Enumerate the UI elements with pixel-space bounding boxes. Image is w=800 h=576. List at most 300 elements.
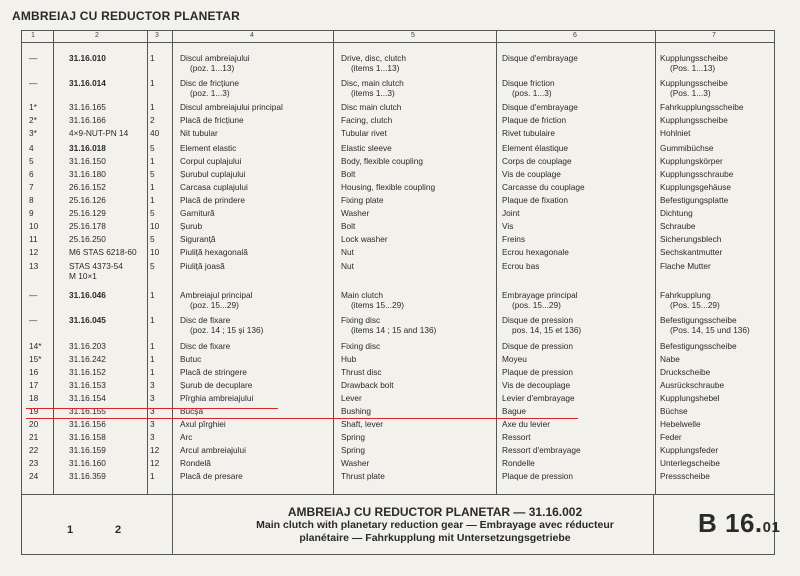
part-code-cell-text: 25.16.250 bbox=[69, 234, 106, 244]
name-romanian-cell bbox=[180, 261, 225, 271]
part-code-cell-text: 31.16.152 bbox=[69, 367, 106, 377]
part-code-cell bbox=[69, 221, 106, 231]
name-english-cell bbox=[341, 78, 404, 98]
quantity-cell bbox=[150, 445, 159, 455]
name-german-cell bbox=[660, 315, 750, 335]
name-romanian-cell-text: Ambreiajul principal bbox=[180, 290, 253, 300]
name-english-cell bbox=[341, 182, 435, 192]
quantity-cell-text: 5 bbox=[150, 234, 155, 244]
quantity-cell-text: 1 bbox=[150, 102, 155, 112]
name-french-cell-text: Ecrou hexagonale bbox=[502, 247, 569, 257]
highlight-line-bottom bbox=[26, 418, 578, 419]
name-german-cell-text: Sicherungsblech bbox=[660, 234, 722, 244]
name-romanian-cell-text: Placă de prindere bbox=[180, 195, 246, 205]
name-german-cell-text: Kupplungsgehäuse bbox=[660, 182, 732, 192]
name-german-cell-text: Nabe bbox=[660, 354, 680, 364]
name-german-cell bbox=[660, 354, 680, 364]
quantity-cell-text: 40 bbox=[150, 128, 160, 138]
name-french-cell bbox=[502, 261, 539, 271]
part-code-cell bbox=[69, 393, 106, 403]
part-code-cell bbox=[69, 156, 106, 166]
part-code-cell bbox=[69, 208, 106, 218]
column-number: 1 bbox=[31, 32, 35, 39]
name-english-cell bbox=[341, 380, 394, 390]
position-cell bbox=[29, 341, 41, 351]
name-german-cell bbox=[660, 380, 724, 390]
name-romanian-cell bbox=[180, 341, 230, 351]
name-english-cell-subtext: (items 1...3) bbox=[351, 88, 395, 98]
name-romanian-cell bbox=[180, 78, 239, 98]
name-french-cell bbox=[502, 290, 578, 310]
highlight-line-top bbox=[26, 408, 278, 409]
name-english-cell-text: Shaft, lever bbox=[341, 419, 383, 429]
part-code-cell-text: 31.16.159 bbox=[69, 445, 106, 455]
part-code-cell-text: 31.16.045 bbox=[69, 315, 106, 325]
name-english-cell-text: Housing, flexible coupling bbox=[341, 182, 436, 192]
name-english-cell-text: Drive, disc, clutch bbox=[341, 53, 407, 63]
quantity-cell-text: 5 bbox=[150, 261, 155, 271]
name-german-cell-text: Befestigungsscheibe bbox=[660, 341, 737, 351]
part-code-cell bbox=[69, 261, 123, 281]
footer-title-line1: AMBREIAJ CU REDUCTOR PLANETAR — 31.16.002 bbox=[287, 505, 583, 519]
name-german-cell bbox=[660, 261, 711, 271]
name-german-cell-text: Fahrkupplung bbox=[660, 290, 711, 300]
part-code-cell bbox=[69, 195, 106, 205]
name-german-cell-subtext: (Pos. 14, 15 und 136) bbox=[670, 325, 750, 335]
part-code-cell-text: 31.16.155 bbox=[69, 406, 106, 416]
quantity-cell-text: 5 bbox=[150, 208, 155, 218]
part-code-cell bbox=[69, 78, 106, 88]
position-cell-text: — bbox=[29, 78, 38, 88]
part-code-cell-text: 31.16.359 bbox=[69, 471, 106, 481]
quantity-cell bbox=[150, 115, 155, 125]
name-french-cell-text: Disque de pression bbox=[502, 315, 574, 325]
name-romanian-cell bbox=[180, 315, 263, 335]
name-romanian-cell bbox=[180, 471, 243, 481]
name-french-cell-text: Freins bbox=[502, 234, 526, 244]
header-separator bbox=[21, 42, 775, 43]
name-french-cell-text: Rondelle bbox=[502, 458, 535, 468]
part-code-cell-text: 31.16.203 bbox=[69, 341, 106, 351]
drawing-code bbox=[698, 508, 780, 539]
name-english-cell bbox=[341, 445, 365, 455]
name-romanian-cell bbox=[180, 169, 246, 179]
position-cell-text: 20 bbox=[29, 419, 39, 429]
name-english-cell-text: Bushing bbox=[341, 406, 371, 416]
part-code-cell bbox=[69, 290, 106, 300]
name-romanian-cell-text: Placă de fricțiune bbox=[180, 115, 244, 125]
name-german-cell bbox=[660, 128, 690, 138]
name-german-cell-text: Feder bbox=[660, 432, 682, 442]
part-code-cell bbox=[69, 115, 106, 125]
quantity-cell-text: 2 bbox=[150, 115, 155, 125]
part-code-cell bbox=[69, 471, 106, 481]
name-english-cell-subtext: (items 14 ; 15 and 136) bbox=[351, 325, 437, 335]
name-french-cell-text: Ressort bbox=[502, 432, 531, 442]
position-cell-text: — bbox=[29, 290, 38, 300]
name-english-cell-text: Lock washer bbox=[341, 234, 388, 244]
name-french-cell-subtext: (pos. 1...3) bbox=[512, 88, 552, 98]
name-german-cell-text: Unterlegscheibe bbox=[660, 458, 720, 468]
position-cell-text: 1* bbox=[29, 102, 37, 112]
quantity-cell-text: 1 bbox=[150, 53, 155, 63]
position-cell-text: 6 bbox=[29, 169, 34, 179]
quantity-cell-text: 1 bbox=[150, 354, 155, 364]
column-number: 4 bbox=[250, 32, 254, 39]
position-cell-text: 15* bbox=[29, 354, 42, 364]
part-code-cell-text: 31.16.156 bbox=[69, 419, 106, 429]
part-code-cell bbox=[69, 458, 106, 468]
name-german-cell-text: Dichtung bbox=[660, 208, 693, 218]
name-german-cell bbox=[660, 169, 733, 179]
name-romanian-cell bbox=[180, 182, 248, 192]
name-german-cell-text: Kupplungsscheibe bbox=[660, 78, 728, 88]
name-english-cell-text: Elastic sleeve bbox=[341, 143, 392, 153]
part-code-cell-text: 31.16.010 bbox=[69, 53, 106, 63]
quantity-cell-text: 3 bbox=[150, 406, 155, 416]
name-romanian-cell bbox=[180, 290, 252, 310]
name-romanian-cell bbox=[180, 221, 202, 231]
part-code-cell bbox=[69, 367, 106, 377]
name-german-cell-text: Schraube bbox=[660, 221, 696, 231]
quantity-cell bbox=[150, 208, 155, 218]
name-french-cell-text: Levier d'embrayage bbox=[502, 393, 575, 403]
name-english-cell-text: Spring bbox=[341, 432, 365, 442]
position-cell bbox=[29, 354, 41, 364]
part-code-cell bbox=[69, 169, 106, 179]
part-code-cell-text: 25.16.126 bbox=[69, 195, 106, 205]
position-cell bbox=[29, 380, 38, 390]
name-german-cell bbox=[660, 367, 710, 377]
name-english-cell-text: Disc, main clutch bbox=[341, 78, 404, 88]
name-english-cell-text: Spring bbox=[341, 445, 365, 455]
part-code-cell bbox=[69, 315, 106, 325]
name-romanian-cell-subtext: (poz. 1...13) bbox=[190, 63, 235, 73]
name-french-cell bbox=[502, 393, 575, 403]
name-romanian-cell-text: Placă de presare bbox=[180, 471, 243, 481]
drawing-code-sheet: 01 bbox=[762, 519, 781, 536]
position-cell bbox=[29, 221, 38, 231]
name-german-cell bbox=[660, 419, 701, 429]
name-german-cell bbox=[660, 208, 693, 218]
name-romanian-cell-text: Discul ambreiajului bbox=[180, 53, 250, 63]
name-french-cell bbox=[502, 182, 585, 192]
name-french-cell-text: Disque d'embrayage bbox=[502, 53, 578, 63]
name-german-cell-text: Gummibüchse bbox=[660, 143, 714, 153]
position-cell bbox=[29, 169, 34, 179]
name-german-cell-text: Kupplungsscheibe bbox=[660, 53, 728, 63]
name-german-cell bbox=[660, 78, 728, 98]
name-german-cell-text: Pressscheibe bbox=[660, 471, 710, 481]
name-english-cell-text: Bolt bbox=[341, 169, 356, 179]
position-cell-text: 3* bbox=[29, 128, 37, 138]
part-code-cell bbox=[69, 128, 128, 138]
name-french-cell-text: Vis de decouplage bbox=[502, 380, 571, 390]
name-french-cell bbox=[502, 169, 561, 179]
quantity-cell-text: 1 bbox=[150, 341, 155, 351]
name-english-cell-text: Body, flexible coupling bbox=[341, 156, 423, 166]
name-french-cell-text: Moyeu bbox=[502, 354, 527, 364]
footer-title-line3: planétaire — Fahrkupplung mit Untersetzungsgetriebe bbox=[299, 532, 571, 544]
quantity-cell bbox=[150, 169, 155, 179]
name-english-cell-text: Main clutch bbox=[341, 290, 383, 300]
name-french-cell bbox=[502, 208, 520, 218]
name-german-cell-text: Befestigungsscheibe bbox=[660, 315, 737, 325]
quantity-cell-text: 1 bbox=[150, 182, 155, 192]
position-cell bbox=[29, 261, 38, 271]
part-code-cell-text: 31.16.180 bbox=[69, 169, 106, 179]
name-french-cell bbox=[502, 128, 555, 138]
name-german-cell-text: Kupplungshebel bbox=[660, 393, 720, 403]
part-code-cell bbox=[69, 354, 106, 364]
name-romanian-cell bbox=[180, 128, 218, 138]
name-romanian-cell-text: Disc de fricțiune bbox=[180, 78, 240, 88]
name-romanian-cell bbox=[180, 208, 215, 218]
name-romanian-cell bbox=[180, 234, 216, 244]
name-romanian-cell bbox=[180, 53, 250, 73]
name-french-cell bbox=[502, 445, 581, 455]
name-romanian-cell bbox=[180, 367, 247, 377]
quantity-cell bbox=[150, 128, 159, 138]
name-german-cell-text: Befestigungsplatte bbox=[660, 195, 729, 205]
part-code-cell bbox=[69, 53, 106, 63]
column-divider bbox=[53, 30, 54, 495]
name-french-cell-text: Plaque de fixation bbox=[502, 195, 568, 205]
name-french-cell bbox=[502, 471, 573, 481]
name-french-cell-text: Ressort d'embrayage bbox=[502, 445, 581, 455]
name-romanian-cell-text: Carcasa cuplajului bbox=[180, 182, 248, 192]
quantity-cell-text: 10 bbox=[150, 247, 160, 257]
name-french-cell-text: Embrayage principal bbox=[502, 290, 578, 300]
quantity-cell-text: 1 bbox=[150, 78, 155, 88]
position-cell-text: 2* bbox=[29, 115, 37, 125]
name-english-cell-text: Drawback bolt bbox=[341, 380, 394, 390]
name-german-cell-subtext: (Pos. 15...29) bbox=[670, 300, 720, 310]
name-romanian-cell-text: Nit tubular bbox=[180, 128, 218, 138]
part-code-cell-text: 31.16.046 bbox=[69, 290, 106, 300]
name-french-cell bbox=[502, 380, 570, 390]
name-german-cell-text: Hohlniet bbox=[660, 128, 691, 138]
footer-number-2: 2 bbox=[115, 524, 122, 536]
name-romanian-cell-text: Arc bbox=[180, 432, 193, 442]
name-german-cell-text: Sechskantmutter bbox=[660, 247, 723, 257]
name-romanian-cell-subtext: (poz. 14 ; 15 și 136) bbox=[190, 325, 264, 335]
part-code-cell-text: 25.16.129 bbox=[69, 208, 106, 218]
footer-title bbox=[230, 506, 640, 545]
part-code-cell-text: 31.16.160 bbox=[69, 458, 106, 468]
name-english-cell bbox=[341, 354, 356, 364]
name-romanian-cell bbox=[180, 195, 245, 205]
name-french-cell bbox=[502, 234, 525, 244]
quantity-cell bbox=[150, 458, 159, 468]
name-romanian-cell-text: Axul pîrghiei bbox=[180, 419, 226, 429]
name-english-cell-text: Washer bbox=[341, 208, 370, 218]
name-english-cell bbox=[341, 341, 380, 351]
name-french-cell bbox=[502, 419, 550, 429]
position-cell-text: 13 bbox=[29, 261, 39, 271]
name-romanian-cell bbox=[180, 156, 241, 166]
name-german-cell bbox=[660, 53, 728, 73]
quantity-cell bbox=[150, 432, 155, 442]
part-code-cell bbox=[69, 143, 106, 153]
column-divider bbox=[172, 30, 173, 495]
name-german-cell bbox=[660, 458, 720, 468]
position-cell bbox=[29, 156, 34, 166]
quantity-cell bbox=[150, 290, 155, 300]
footer-title-line2: Main clutch with planetary reduction gear — Embrayage avec réducteur bbox=[256, 519, 614, 531]
quantity-cell-text: 1 bbox=[150, 195, 155, 205]
position-cell-text: 23 bbox=[29, 458, 39, 468]
name-french-cell-text: Axe du levier bbox=[502, 419, 550, 429]
name-english-cell-text: Tubular rivet bbox=[341, 128, 387, 138]
footer-number-1: 1 bbox=[67, 524, 74, 536]
name-german-cell bbox=[660, 247, 722, 257]
quantity-cell bbox=[150, 419, 155, 429]
name-english-cell bbox=[341, 169, 355, 179]
name-romanian-cell-text: Disc de fixare bbox=[180, 341, 231, 351]
part-code-cell-text: 25.16.178 bbox=[69, 221, 106, 231]
part-code-cell bbox=[69, 419, 106, 429]
name-romanian-cell bbox=[180, 354, 201, 364]
name-french-cell-text: Plaque de friction bbox=[502, 115, 567, 125]
name-french-cell bbox=[502, 458, 535, 468]
name-english-cell-text: Fixing disc bbox=[341, 341, 381, 351]
column-number: 7 bbox=[712, 32, 716, 39]
name-romanian-cell bbox=[180, 458, 211, 468]
position-cell-text: 11 bbox=[29, 234, 38, 244]
name-romanian-cell bbox=[180, 419, 226, 429]
name-english-cell-text: Facing, clutch bbox=[341, 115, 393, 125]
position-cell-text: 12 bbox=[29, 247, 39, 257]
part-code-cell bbox=[69, 102, 106, 112]
name-english-cell-text: Nut bbox=[341, 261, 354, 271]
name-french-cell bbox=[502, 432, 531, 442]
position-cell bbox=[29, 432, 38, 442]
name-french-cell-subtext: (pos. 15...29) bbox=[512, 300, 561, 310]
footer-divider bbox=[653, 495, 654, 555]
quantity-cell-text: 10 bbox=[150, 221, 160, 231]
name-german-cell-text: Hebelwelle bbox=[660, 419, 701, 429]
position-cell bbox=[29, 195, 34, 205]
name-romanian-cell-text: Corpul cuplajului bbox=[180, 156, 242, 166]
name-german-cell bbox=[660, 182, 731, 192]
position-cell-text: 22 bbox=[29, 445, 39, 455]
quantity-cell-text: 3 bbox=[150, 380, 155, 390]
name-romanian-cell-text: Rondelă bbox=[180, 458, 211, 468]
name-german-cell-text: Ausrückschraube bbox=[660, 380, 725, 390]
name-english-cell bbox=[341, 290, 404, 310]
name-german-cell bbox=[660, 102, 743, 112]
name-french-cell-text: Disque d'embrayage bbox=[502, 102, 578, 112]
name-romanian-cell bbox=[180, 102, 283, 112]
position-cell-text: 24 bbox=[29, 471, 39, 481]
name-english-cell-subtext: (items 15...29) bbox=[351, 300, 405, 310]
part-code-cell-text: M6 STAS 6218-60 bbox=[69, 247, 137, 257]
quantity-cell-text: 3 bbox=[150, 393, 155, 403]
position-cell bbox=[29, 419, 38, 429]
name-german-cell bbox=[660, 143, 714, 153]
position-cell bbox=[29, 115, 37, 125]
position-cell-text: 16 bbox=[29, 367, 39, 377]
name-romanian-cell-text: Șurubul cuplajului bbox=[180, 169, 246, 179]
name-french-cell-text: Disque friction bbox=[502, 78, 555, 88]
quantity-cell-text: 1 bbox=[150, 315, 155, 325]
name-english-cell bbox=[341, 393, 362, 403]
position-cell bbox=[29, 393, 38, 403]
name-german-cell-text: Kupplungsscheibe bbox=[660, 115, 728, 125]
part-code-cell-text: 31.16.018 bbox=[69, 143, 106, 153]
name-english-cell-text: Nut bbox=[341, 247, 354, 257]
name-romanian-cell bbox=[180, 247, 248, 257]
name-german-cell bbox=[660, 471, 710, 481]
name-romanian-cell bbox=[180, 393, 253, 403]
name-english-cell-text: Lever bbox=[341, 393, 362, 403]
column-number: 2 bbox=[95, 32, 99, 39]
quantity-cell-text: 1 bbox=[150, 156, 155, 166]
quantity-cell bbox=[150, 234, 155, 244]
name-romanian-cell-text: Pîrghia ambreiajului bbox=[180, 393, 254, 403]
name-german-cell-text: Druckscheibe bbox=[660, 367, 711, 377]
name-english-cell bbox=[341, 261, 354, 271]
part-code-cell-text: 26.16.152 bbox=[69, 182, 106, 192]
column-divider bbox=[655, 30, 656, 495]
position-cell bbox=[29, 458, 38, 468]
quantity-cell bbox=[150, 78, 155, 88]
name-french-cell-text: Vis bbox=[502, 221, 514, 231]
name-german-cell bbox=[660, 290, 720, 310]
name-romanian-cell-subtext: (poz. 15...29) bbox=[190, 300, 239, 310]
name-english-cell-text: Disc main clutch bbox=[341, 102, 402, 112]
name-romanian-cell-text: Butuc bbox=[180, 354, 202, 364]
name-french-cell-text: Bague bbox=[502, 406, 526, 416]
quantity-cell bbox=[150, 156, 155, 166]
name-romanian-cell-text: Garnitură bbox=[180, 208, 215, 218]
quantity-cell-text: 1 bbox=[150, 290, 155, 300]
name-romanian-cell-text: Element elastic bbox=[180, 143, 237, 153]
name-english-cell bbox=[341, 102, 401, 112]
name-german-cell-subtext: (Pos. 1...13) bbox=[670, 63, 716, 73]
column-divider bbox=[147, 30, 148, 495]
part-code-cell bbox=[69, 380, 106, 390]
position-cell-text: — bbox=[29, 315, 38, 325]
quantity-cell bbox=[150, 247, 159, 257]
name-english-cell bbox=[341, 156, 423, 166]
quantity-cell bbox=[150, 341, 155, 351]
name-romanian-cell-text: Discul ambreiajului principal bbox=[180, 102, 283, 112]
name-french-cell bbox=[502, 247, 569, 257]
footer-divider bbox=[172, 495, 173, 555]
name-french-cell bbox=[502, 341, 573, 351]
quantity-cell-text: 1 bbox=[150, 471, 155, 481]
part-code-cell bbox=[69, 247, 137, 257]
quantity-cell bbox=[150, 393, 155, 403]
name-english-cell bbox=[341, 315, 436, 335]
name-german-cell-text: Kupplungskörper bbox=[660, 156, 723, 166]
name-english-cell-subtext: (items 1...13) bbox=[351, 63, 400, 73]
name-german-cell bbox=[660, 234, 721, 244]
part-code-cell-text: 31.16.158 bbox=[69, 432, 106, 442]
drawing-code-main: B 16. bbox=[698, 508, 763, 538]
name-german-cell bbox=[660, 445, 718, 455]
part-code-cell-text: 4×9-NUT-PN 14 bbox=[69, 128, 129, 138]
position-cell-text: 4 bbox=[29, 143, 34, 153]
name-romanian-cell-text: Arcul ambreiajului bbox=[180, 445, 246, 455]
name-french-cell bbox=[502, 354, 527, 364]
quantity-cell-text: 12 bbox=[150, 458, 160, 468]
name-german-cell-text: Büchse bbox=[660, 406, 688, 416]
name-french-cell bbox=[502, 102, 578, 112]
quantity-cell bbox=[150, 195, 155, 205]
